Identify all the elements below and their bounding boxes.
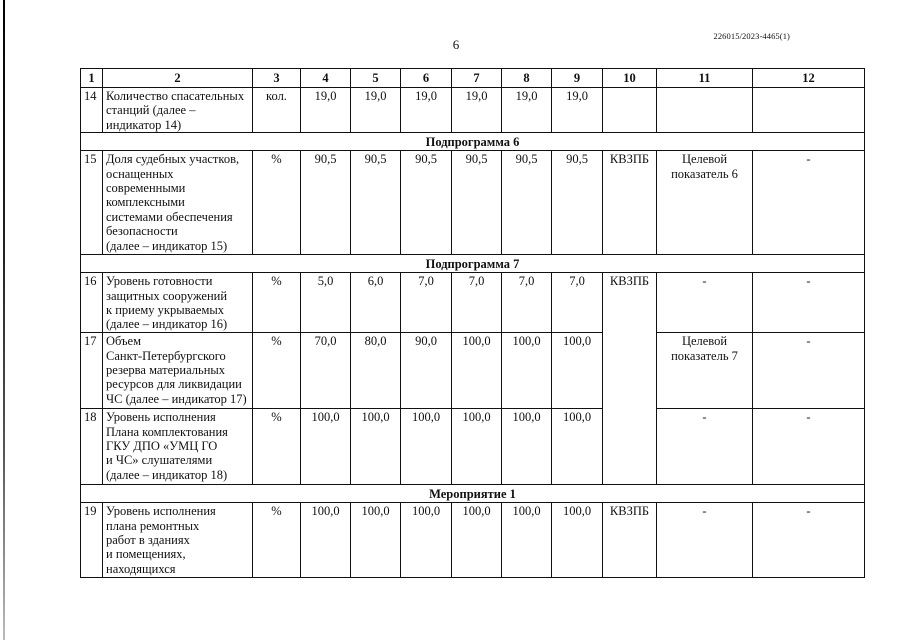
section-title: Мероприятие 1 xyxy=(81,485,865,503)
unit-cell: кол. xyxy=(253,88,301,133)
unit-cell: % xyxy=(253,333,301,409)
header-cell: 12 xyxy=(753,69,865,88)
value-cell: 7,0 xyxy=(552,273,603,333)
unit-cell: % xyxy=(253,151,301,255)
value-cell: 100,0 xyxy=(502,409,552,485)
value-cell: 100,0 xyxy=(452,503,502,578)
target-cell: - xyxy=(657,409,753,485)
value-cell: 100,0 xyxy=(401,409,452,485)
header-cell: 4 xyxy=(301,69,351,88)
value-cell: 7,0 xyxy=(452,273,502,333)
value-cell: 100,0 xyxy=(401,503,452,578)
column-number-row xyxy=(81,69,865,88)
value-cell: 100,0 xyxy=(351,409,401,485)
value-cell: 100,0 xyxy=(351,503,401,578)
value-cell: 80,0 xyxy=(351,333,401,409)
value-cell: 19,0 xyxy=(452,88,502,133)
target-cell: Целевой показатель 7 xyxy=(657,333,753,409)
note-cell: - xyxy=(753,333,865,409)
value-cell: 19,0 xyxy=(502,88,552,133)
header-cell: 6 xyxy=(401,69,452,88)
note-cell: - xyxy=(753,273,865,333)
table-row xyxy=(81,88,865,133)
note-cell xyxy=(753,88,865,133)
value-cell: 90,5 xyxy=(452,151,502,255)
table-row xyxy=(81,503,865,578)
indicator-description: Уровень исполнения плана ремонтных работ в зданиях и помещениях, находящихся xyxy=(103,503,253,578)
value-cell: 7,0 xyxy=(502,273,552,333)
value-cell: 5,0 xyxy=(301,273,351,333)
target-cell: - xyxy=(657,503,753,578)
target-cell: Целевой показатель 6 xyxy=(657,151,753,255)
value-cell: 100,0 xyxy=(552,409,603,485)
row-number: 17 xyxy=(81,333,103,409)
responsible-cell xyxy=(603,88,657,133)
value-cell: 100,0 xyxy=(552,333,603,409)
row-number: 16 xyxy=(81,273,103,333)
header-cell: 1 xyxy=(81,69,103,88)
value-cell: 90,5 xyxy=(301,151,351,255)
row-number: 15 xyxy=(81,151,103,255)
section-title: Подпрограмма 7 xyxy=(81,255,865,273)
unit-cell: % xyxy=(253,273,301,333)
indicators-table xyxy=(80,68,865,578)
row-number: 14 xyxy=(81,88,103,133)
indicator-description: Объем Санкт-Петербургского резерва материальных ресурсов для ликвидации ЧС (далее – индикатор 17) xyxy=(103,333,253,409)
header-cell: 10 xyxy=(603,69,657,88)
note-cell: - xyxy=(753,503,865,578)
value-cell: 90,0 xyxy=(401,333,452,409)
table-row xyxy=(81,333,865,409)
indicator-description: Уровень исполнения Плана комплектования ГКУ ДПО «УМЦ ГО и ЧС» слушателями (далее – индикатор 18) xyxy=(103,409,253,485)
value-cell: 100,0 xyxy=(301,503,351,578)
value-cell: 7,0 xyxy=(401,273,452,333)
note-cell: - xyxy=(753,151,865,255)
target-cell xyxy=(657,88,753,133)
header-cell: 11 xyxy=(657,69,753,88)
value-cell: 19,0 xyxy=(351,88,401,133)
indicator-description: Количество спасательных станций (далее – индикатор 14) xyxy=(103,88,253,133)
value-cell: 90,5 xyxy=(502,151,552,255)
header-cell: 2 xyxy=(103,69,253,88)
row-number: 18 xyxy=(81,409,103,485)
section-row xyxy=(81,485,865,503)
value-cell: 90,5 xyxy=(401,151,452,255)
section-row xyxy=(81,255,865,273)
value-cell: 100,0 xyxy=(452,333,502,409)
value-cell: 6,0 xyxy=(351,273,401,333)
value-cell: 19,0 xyxy=(552,88,603,133)
indicator-description: Уровень готовности защитных сооружений к приему укрываемых (далее – индикатор 16) xyxy=(103,273,253,333)
value-cell: 100,0 xyxy=(502,503,552,578)
value-cell: 100,0 xyxy=(301,409,351,485)
page-number: 6 xyxy=(452,37,460,52)
header-cell: 7 xyxy=(452,69,502,88)
table-row xyxy=(81,273,865,333)
target-cell: - xyxy=(657,273,753,333)
header-cell: 5 xyxy=(351,69,401,88)
note-cell: - xyxy=(753,409,865,485)
header-cell: 9 xyxy=(552,69,603,88)
table-row xyxy=(81,151,865,255)
value-cell: 90,5 xyxy=(552,151,603,255)
section-row xyxy=(81,133,865,151)
scan-edge-line xyxy=(3,0,5,640)
registration-number: 226015/2023-4465(1) xyxy=(713,31,790,41)
header-cell: 3 xyxy=(253,69,301,88)
responsible-cell: КВЗПБ xyxy=(603,503,657,578)
value-cell: 70,0 xyxy=(301,333,351,409)
table-row xyxy=(81,409,865,485)
indicator-description: Доля судебных участков, оснащенных современными комплексными системами обеспечения безопасности (далее – индикатор 15) xyxy=(103,151,253,255)
value-cell: 19,0 xyxy=(401,88,452,133)
value-cell: 100,0 xyxy=(502,333,552,409)
value-cell: 90,5 xyxy=(351,151,401,255)
unit-cell: % xyxy=(253,503,301,578)
value-cell: 19,0 xyxy=(301,88,351,133)
header-cell: 8 xyxy=(502,69,552,88)
responsible-cell: КВЗПБ xyxy=(603,273,657,485)
section-title: Подпрограмма 6 xyxy=(81,133,865,151)
responsible-cell: КВЗПБ xyxy=(603,151,657,255)
value-cell: 100,0 xyxy=(552,503,603,578)
row-number: 19 xyxy=(81,503,103,578)
value-cell: 100,0 xyxy=(452,409,502,485)
unit-cell: % xyxy=(253,409,301,485)
